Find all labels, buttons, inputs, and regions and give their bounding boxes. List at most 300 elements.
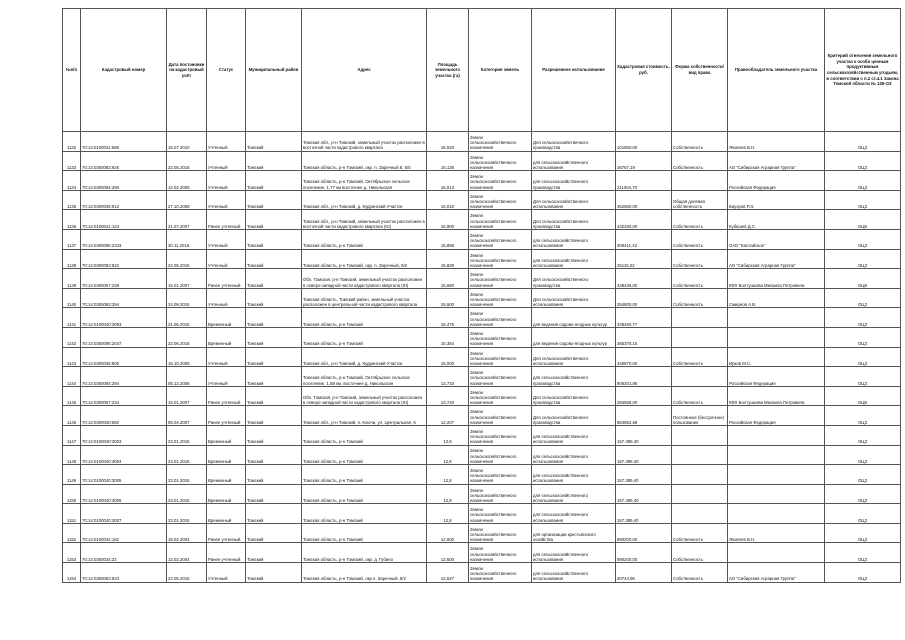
table-cell: 157.389,40: [616, 484, 672, 504]
table-row: [63, 151, 901, 171]
table-row: [63, 386, 901, 406]
table-cell: [672, 308, 728, 328]
table-cell: КФХ Болтушкова Михаила Петровича: [728, 269, 825, 289]
table-cell: [672, 425, 728, 445]
table-cell: [728, 484, 825, 504]
header-cell: Категория земель: [469, 9, 532, 132]
table-cell: 70:14:0100040:3093: [81, 308, 167, 328]
header-cell: №п/п: [63, 9, 81, 132]
table-cell: 15,900: [427, 210, 469, 230]
table-cell: 16,013: [427, 171, 469, 191]
table-cell: для организации крестьянского хозяйства: [532, 523, 616, 543]
table-cell: Собственность: [672, 269, 728, 289]
table-cell: Собственность: [672, 151, 728, 171]
table-cell: 157.389,40: [616, 465, 672, 485]
table-row: [63, 190, 901, 210]
table-cell: Земли сельскохозяйственного назначения: [469, 386, 532, 406]
table-cell: для сельскохозяйственного использования: [532, 151, 616, 171]
table-cell: [672, 484, 728, 504]
table-cell: Томская область, р-н Томский: [302, 425, 427, 445]
table-cell: Для сельскохозяйственного производства: [532, 210, 616, 230]
table-cell: Учтенный: [207, 171, 246, 191]
table-cell: 12,8: [427, 504, 469, 524]
table-cell: ОЦЗ: [825, 229, 901, 249]
table-cell: Земли сельскохозяйственного назначения: [469, 132, 532, 152]
table-cell: Томский: [246, 229, 302, 249]
table-cell: Собственность: [672, 386, 728, 406]
table-cell: Томская область, р-н Томский, Октябрьское сельское поселение, 1,58 км. восточнее д. Никольская: [302, 367, 427, 387]
table-cell: ОЦЗ: [825, 288, 901, 308]
table-cell: 340870,00: [616, 347, 672, 367]
table-cell: Томский: [246, 367, 302, 387]
table-cell: для сельскохозяйственного использования: [532, 445, 616, 465]
table-cell: Смирнов А.В.: [728, 288, 825, 308]
table-cell: Яковлев В.Н.: [728, 132, 825, 152]
table-cell: Земли сельскохозяйственного назначения: [469, 465, 532, 485]
table-cell: 15,000: [427, 347, 469, 367]
table-cell: 70:14:0300040:560: [81, 406, 167, 426]
table-cell: 1143: [63, 347, 81, 367]
table-cell: 70:14:0300067:234: [81, 386, 167, 406]
table-cell: 12,207: [427, 406, 469, 426]
table-cell: 70:14:0300093:294: [81, 288, 167, 308]
table-cell: Земли сельскохозяйственного назначения: [469, 327, 532, 347]
table-cell: Томский: [246, 386, 302, 406]
table-cell: Земли сельскохозяйственного назначения: [469, 171, 532, 191]
table-cell: 16,010: [427, 190, 469, 210]
table-cell: 26115,02: [616, 249, 672, 269]
table-cell: 70:14:0300067:238: [81, 269, 167, 289]
table-cell: 1133: [63, 151, 81, 171]
table-cell: [728, 308, 825, 328]
table-cell: 1135: [63, 190, 81, 210]
table-cell: [728, 543, 825, 563]
table-row: [63, 327, 901, 347]
table-cell: Томская область, р-н Томский, Октябрьское сельское поселение, 1,77 км восточнее д. Никольская: [302, 171, 427, 191]
table-cell: Томский: [246, 425, 302, 445]
table-cell: ОЦЗ: [825, 445, 901, 465]
table-cell: Томская область, Томский район, земельный участок расположен в центральной части кадастрового квартала: [302, 288, 427, 308]
table-row: [63, 367, 901, 387]
table-cell: Учтенный: [207, 288, 246, 308]
table-cell: 348480,77: [616, 308, 672, 328]
table-cell: Томский: [246, 308, 302, 328]
table-row: [63, 445, 901, 465]
table-cell: 12.02.2004: [167, 543, 207, 563]
table-cell: 15,600: [427, 288, 469, 308]
table-cell: 23.01.2015: [167, 425, 207, 445]
table-cell: Собственность: [672, 288, 728, 308]
table-cell: для сельскохозяйственного использования: [532, 543, 616, 563]
table-cell: [728, 425, 825, 445]
table-cell: Земли сельскохозяйственного назначения: [469, 523, 532, 543]
table-cell: 211004,70: [616, 171, 672, 191]
table-cell: 15.10.2008: [167, 347, 207, 367]
table-cell: 21.05.2015: [167, 308, 207, 328]
table-row: [63, 308, 901, 328]
table-cell: ОЦБ: [825, 269, 901, 289]
table-cell: ОЦЗ: [825, 308, 901, 328]
table-cell: для сельскохозяйственного использования: [532, 229, 616, 249]
table-cell: Учтенный: [207, 249, 246, 269]
table-cell: Ранее учтенный: [207, 543, 246, 563]
table-cell: 70:14:0100041:123: [81, 210, 167, 230]
table-cell: АО "Сибирская Аграрная Группа": [728, 249, 825, 269]
table-cell: 362560,00: [616, 190, 672, 210]
table-cell: Бауэров Р.Э.: [728, 190, 825, 210]
table-cell: АО "Сибирская Аграрная Группа": [728, 563, 825, 583]
table-cell: Томская область, р-н Томский, окр. п. Заречный 8, 6/5: [302, 151, 427, 171]
table-cell: 70:14:0100040:3004: [81, 445, 167, 465]
table-cell: для сельскохозяйственного использования: [532, 504, 616, 524]
table-cell: АО "Сибирская Аграрная Группа": [728, 151, 825, 171]
table-cell: Временный: [207, 484, 246, 504]
table-row: [63, 269, 901, 289]
table-row: [63, 288, 901, 308]
table-cell: 1138: [63, 249, 81, 269]
table-cell: 890200,00: [616, 523, 672, 543]
table-cell: 15.01.2007: [167, 269, 207, 289]
table-cell: 15,475: [427, 308, 469, 328]
table-cell: Яковлев В.Н.: [728, 523, 825, 543]
table-row: [63, 249, 901, 269]
header-cell: Адрес: [302, 9, 427, 132]
table-cell: ОЦБ: [825, 210, 901, 230]
table-cell: 70:14:0300084:294: [81, 367, 167, 387]
table-cell: Томский: [246, 543, 302, 563]
table-cell: для сельскохозяйственного использования: [532, 249, 616, 269]
table-cell: КФХ Болтушкова Михаила Петровича: [728, 386, 825, 406]
table-cell: ОЦЗ: [825, 347, 901, 367]
table-row: [63, 543, 901, 563]
table-cell: 1149: [63, 465, 81, 485]
table-cell: 15.01.2007: [167, 386, 207, 406]
table-cell: ОЦЗ: [825, 190, 901, 210]
table-cell: для сельскохозяйственного использования: [532, 563, 616, 583]
table-cell: 12,600: [427, 523, 469, 543]
table-cell: 18.02.2004: [167, 523, 207, 543]
table-cell: 22.05.2015: [167, 151, 207, 171]
table-cell: Учтенный: [207, 190, 246, 210]
header-cell: Дата постановки на кадастровый учёт: [167, 9, 207, 132]
table-cell: 30.11.2015: [167, 229, 207, 249]
table-cell: Для сельскохозяйственного производства: [532, 386, 616, 406]
table-cell: Томская область, р-н Томский, окр. д. Губино: [302, 543, 427, 563]
table-cell: 1145: [63, 386, 81, 406]
table-cell: Временный: [207, 465, 246, 485]
table-row: [63, 132, 901, 152]
table-cell: 22.05.2015: [167, 563, 207, 583]
table-cell: Земли сельскохозяйственного назначения: [469, 367, 532, 387]
table-cell: 05.12.2008: [167, 367, 207, 387]
table-row: [63, 563, 901, 583]
table-cell: ОЦЗ: [825, 151, 901, 171]
table-cell: 1140: [63, 288, 81, 308]
header-cell: Муниципальный район: [246, 9, 302, 132]
table-cell: Российская Федерация: [728, 406, 825, 426]
table-row: [63, 229, 901, 249]
table-cell: 1154: [63, 563, 81, 583]
table-cell: Томский: [246, 327, 302, 347]
table-cell: Земли сельскохозяйственного назначения: [469, 249, 532, 269]
table-cell: 70:14:0300036:912: [81, 190, 167, 210]
table-cell: 1136: [63, 210, 81, 230]
table-cell: для сельскохозяйственного использования: [532, 484, 616, 504]
table-cell: 70:14:0100040:3005: [81, 465, 167, 485]
land-parcel-table: [62, 8, 901, 583]
table-cell: 21.07.2007: [167, 210, 207, 230]
table-cell: ОЦЗ: [825, 171, 901, 191]
table-cell: Собственность: [672, 543, 728, 563]
table-cell: Земли сельскохозяйственного назначения: [469, 563, 532, 583]
table-cell: Томский: [246, 484, 302, 504]
header-cell: Критерий отнесения земельного участка к особо ценным продуктивным сельскохозяйственным угодьям, в соответствии с п.2 ст.4.1 Закона Томской области № 135-ОЗ: [825, 9, 901, 132]
table-cell: 254800,00: [616, 288, 672, 308]
table-cell: Учтенный: [207, 229, 246, 249]
table-cell: для ведения садово-ягодных культур: [532, 308, 616, 328]
table-cell: Ранее учтенный: [207, 269, 246, 289]
table-cell: ОЦЗ: [825, 132, 901, 152]
table-cell: Учтенный: [207, 563, 246, 583]
table-cell: Общая долевая собственность: [672, 190, 728, 210]
table-cell: 12,8: [427, 425, 469, 445]
header-cell: Правообладатель земельного участка: [728, 9, 825, 132]
table-cell: 70:14:0300083:922: [81, 249, 167, 269]
table-cell: Земли сельскохозяйственного назначения: [469, 543, 532, 563]
table-cell: ОЦЗ: [825, 249, 901, 269]
table-cell: Для сельскохозяйственного использования: [532, 288, 616, 308]
table-cell: 23.01.2015: [167, 504, 207, 524]
table-cell: [728, 465, 825, 485]
table-cell: Томский: [246, 406, 302, 426]
table-cell: ОЦЗ: [825, 504, 901, 524]
table-row: [63, 523, 901, 543]
table-cell: 15,680: [427, 269, 469, 289]
table-row: [63, 465, 901, 485]
table-cell: Учтенный: [207, 151, 246, 171]
table-cell: Для сельскохозяйственного использования: [532, 190, 616, 210]
table-cell: Томский: [246, 151, 302, 171]
table-row: [63, 171, 901, 191]
header-cell: Кадастровый номер: [81, 9, 167, 132]
table-cell: Временный: [207, 504, 246, 524]
table-cell: Учтенный: [207, 367, 246, 387]
table-row: [63, 210, 901, 230]
table-cell: 12,8: [427, 445, 469, 465]
table-cell: для сельскохозяйственного использования: [532, 425, 616, 445]
table-cell: ОЦЗ: [825, 327, 901, 347]
table-cell: [672, 367, 728, 387]
table-cell: Собственность: [672, 347, 728, 367]
table-cell: Обл. Томская, р-н Томский, земельный участок расположен в северо-западной части кадастрового квартала (Ю): [302, 386, 427, 406]
table-cell: Томская обл., р-н Томский, земельный участок расположен в восточной части кадастрового квартала (Ю): [302, 210, 427, 230]
table-cell: Временный: [207, 308, 246, 328]
table-cell: 70:14:0300034:22: [81, 543, 167, 563]
table-cell: Российская Федерация: [728, 171, 825, 191]
table-cell: 13,720: [427, 386, 469, 406]
table-cell: Российская Федерация: [728, 367, 825, 387]
table-cell: 890200,00: [616, 543, 672, 563]
header-cell: Кадастровая стоимость, руб.: [616, 9, 672, 132]
table-cell: Земли сельскохозяйственного назначения: [469, 347, 532, 367]
table-cell: [728, 504, 825, 524]
table-cell: Земли сельскохозяйственного назначения: [469, 445, 532, 465]
table-cell: Томский: [246, 465, 302, 485]
table-cell: Земли сельскохозяйственного назначения: [469, 151, 532, 171]
table-cell: 308411,42: [616, 229, 672, 249]
table-header-row: [63, 9, 901, 132]
table-cell: Томская область, р-н Томский: [302, 327, 427, 347]
table-cell: Земли сельскохозяйственного назначения: [469, 210, 532, 230]
table-row: [63, 406, 901, 426]
table-cell: 16,520: [427, 132, 469, 152]
table-cell: Томская область, р-н Томский: [302, 445, 427, 465]
table-cell: Томский: [246, 269, 302, 289]
table-cell: 1141: [63, 308, 81, 328]
table-cell: Временный: [207, 445, 246, 465]
table-row: [63, 425, 901, 445]
table-cell: 438436,00: [616, 269, 672, 289]
table-cell: Собственность: [672, 523, 728, 543]
table-cell: 157.389,40: [616, 445, 672, 465]
table-cell: 1150: [63, 484, 81, 504]
table-cell: 806201,86: [616, 367, 672, 387]
table-cell: Земли сельскохозяйственного назначения: [469, 504, 532, 524]
table-cell: 70:14:0300095:2343: [81, 229, 167, 249]
table-cell: 1139: [63, 269, 81, 289]
table-cell: [728, 445, 825, 465]
table-cell: 12,8: [427, 465, 469, 485]
table-cell: Томский: [246, 563, 302, 583]
table-cell: Постоянное (бессрочное) пользование: [672, 406, 728, 426]
table-cell: 70:14:0300083:923: [81, 563, 167, 583]
table-cell: для сельскохозяйственного использования: [532, 465, 616, 485]
table-cell: 15,839: [427, 249, 469, 269]
table-cell: [672, 465, 728, 485]
table-cell: 23.01.2015: [167, 445, 207, 465]
table-cell: Временный: [207, 327, 246, 347]
header-cell: Статус: [207, 9, 246, 132]
table-cell: 20744,96: [616, 563, 672, 583]
table-cell: 294568,00: [616, 386, 672, 406]
table-cell: Земли сельскохозяйственного назначения: [469, 308, 532, 328]
table-cell: 1153: [63, 543, 81, 563]
table-cell: 16.07.2010: [167, 132, 207, 152]
table-cell: 22.06.2015: [167, 327, 207, 347]
table-cell: Кубашев Д.С.: [728, 210, 825, 230]
table-cell: 1148: [63, 445, 81, 465]
table-cell: ОЦЗ: [825, 367, 901, 387]
table-body: [63, 132, 901, 583]
table-cell: 70:14:0100034:162: [81, 523, 167, 543]
table-cell: 24.09.2015: [167, 288, 207, 308]
table-cell: 26767,19: [616, 151, 672, 171]
table-cell: 12.02.2008: [167, 171, 207, 191]
table-cell: 1142: [63, 327, 81, 347]
table-cell: 12,8: [427, 484, 469, 504]
table-cell: ОЦЗ: [825, 465, 901, 485]
table-cell: Собственность: [672, 249, 728, 269]
table-cell: [672, 445, 728, 465]
table-cell: Томская область, р-н Томский: [302, 465, 427, 485]
table-cell: 70:14:0300083:926: [81, 151, 167, 171]
table-cell: для сельскохозяйственного производства: [532, 171, 616, 191]
table-cell: Земли сельскохозяйственного назначения: [469, 229, 532, 249]
table-cell: Для сельскохозяйственного использования: [532, 347, 616, 367]
table-cell: Томский: [246, 504, 302, 524]
table-cell: Томский: [246, 190, 302, 210]
table-cell: Учтенный: [207, 132, 246, 152]
table-cell: 70:14:0300095:2047: [81, 327, 167, 347]
table-cell: ОЦЗ: [825, 543, 901, 563]
table-cell: Обл. Томская, р-н Томский, земельный участок расположен в северо-западной части кадастрового квартала (Ю): [302, 269, 427, 289]
table-cell: Временный: [207, 425, 246, 445]
table-cell: 1151: [63, 504, 81, 524]
table-cell: 70:14:0100040:3006: [81, 484, 167, 504]
table-cell: 22.05.2015: [167, 249, 207, 269]
table-cell: Томская область, р-н Томский: [302, 484, 427, 504]
table-cell: Ранее учтенный: [207, 386, 246, 406]
table-row: [63, 504, 901, 524]
table-cell: Собственность: [672, 229, 728, 249]
table-cell: 1134: [63, 171, 81, 191]
table-cell: для ведения садово-ягодных культур: [532, 327, 616, 347]
table-cell: Томская область, р-н Томский, окр п. Заречный, 8/2: [302, 563, 427, 583]
table-cell: 1147: [63, 425, 81, 445]
table-cell: Томская область, р-н Томский: [302, 504, 427, 524]
table-cell: Томская область, р-н Томский: [302, 308, 427, 328]
table-cell: ОЦЗ: [825, 563, 901, 583]
table-cell: 23.01.2015: [167, 484, 207, 504]
table-cell: Ранее учтенный: [207, 210, 246, 230]
table-cell: 70:14:0100041:586: [81, 132, 167, 152]
table-cell: Собственность: [672, 210, 728, 230]
table-cell: Томский: [246, 132, 302, 152]
table-cell: Земли сельскохозяйственного назначения: [469, 484, 532, 504]
table-cell: ОЦЗ: [825, 484, 901, 504]
table-cell: 1152: [63, 523, 81, 543]
table-cell: 70:14:0300084:290: [81, 171, 167, 191]
table-cell: Земли сельскохозяйственного назначения: [469, 288, 532, 308]
table-cell: 13,733: [427, 367, 469, 387]
table-cell: Для сельскохозяйственного производства: [532, 132, 616, 152]
table-cell: 12,600: [427, 543, 469, 563]
table-cell: ОАО "Калтайское": [728, 229, 825, 249]
table-cell: [728, 327, 825, 347]
table-cell: 15,354: [427, 327, 469, 347]
table-cell: 864852,68: [616, 406, 672, 426]
table-cell: 432480,00: [616, 210, 672, 230]
table-cell: 101850,00: [616, 132, 672, 152]
table-cell: Томская область, р-н Томский: [302, 523, 427, 543]
table-cell: 365375,15: [616, 327, 672, 347]
table-cell: Томская обл., р-н Томский, п. Ключи, ул. Центральная, 6: [302, 406, 427, 426]
table-cell: 70:14:0100040:3007: [81, 504, 167, 524]
table-cell: 70:14:0300036:805: [81, 347, 167, 367]
table-cell: Земли сельскохозяйственного назначения: [469, 406, 532, 426]
table-cell: 27.10.2008: [167, 190, 207, 210]
table-cell: Томский: [246, 347, 302, 367]
table-cell: 1132: [63, 132, 81, 152]
table-cell: Собственность: [672, 132, 728, 152]
table-cell: ОЦЗ: [825, 406, 901, 426]
table-cell: 12,527: [427, 563, 469, 583]
table-cell: Томская область, р-н Томский, окр. п. Заречный, 8/2: [302, 249, 427, 269]
table-cell: Томский: [246, 249, 302, 269]
table-cell: ОЦЗ: [825, 425, 901, 445]
table-cell: Земли сельскохозяйственного назначения: [469, 269, 532, 289]
table-cell: Томская обл., р-н Томский, д. Кудринский Участок: [302, 190, 427, 210]
